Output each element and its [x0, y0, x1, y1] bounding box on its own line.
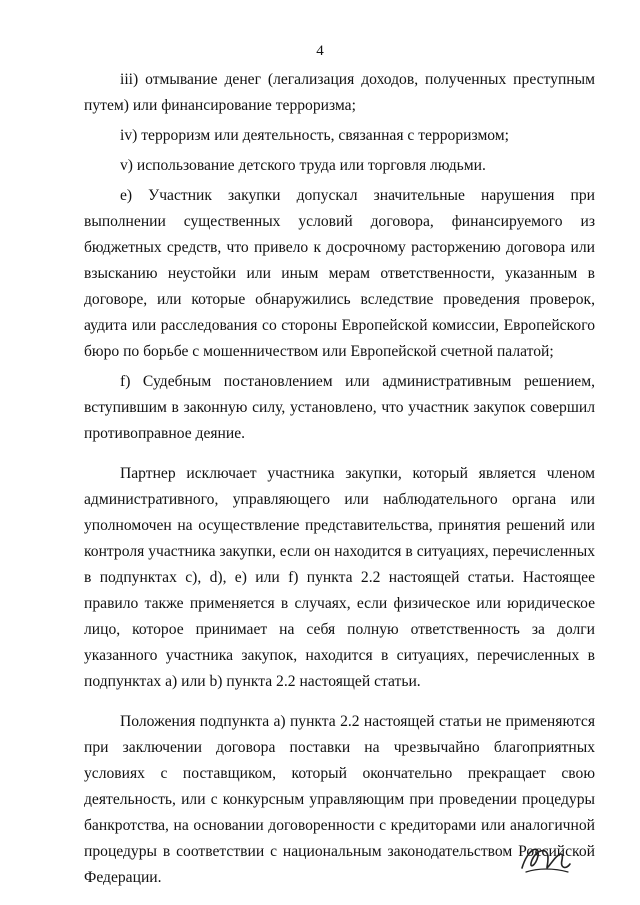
item-v: v) использование детского труда или торговля людьми. — [120, 157, 486, 174]
item-iii: iii) отмывание денег (легализация доходов, полученных преступным путем) или финансирование терроризма; — [84, 71, 595, 114]
page-number: 4 — [316, 43, 324, 59]
item-e: e) Участник закупки допускал значительные нарушения при выполнении существенных условий договора, финансируемого из бюджетных средств, что привело к досрочному расторжению договора или взысканию неустойки или иным мерам ответственности, указанным в договоре, или которые обнаружились вследствие проведения проверок, аудита или расследования со стороны Европейской комиссии, Европейского бюро по борьбе с мошенничеством или Европейской счетной палатой; — [84, 187, 595, 360]
paragraph-provisions: Положения подпункта a) пункта 2.2 настоящей статьи не применяются при заключении договора поставки на чрезвычайно благоприятных условиях с поставщиком, который окончательно прекращает свою деятельность, или с конкурсным управляющим при проведении процедуры банкротства, на основании договоренности с кредиторами или аналогичной процедуры в соответствии с национальным законодательством Российской Федерации. — [84, 713, 595, 886]
handwritten-signature — [518, 838, 573, 878]
item-iv: iv) терроризм или деятельность, связанная с терроризмом; — [120, 127, 510, 144]
item-f: f) Судебным постановлением или административным решением, вступившим в законную силу, установлено, что участник закупок совершил противоправное деяние. — [84, 373, 595, 442]
paragraph-partner-excludes: Партнер исключает участника закупки, который является членом административного, управляющего или наблюдательного органа или уполномочен на осуществление представительства, принятия решений или контроля участника закупки, если он находится в ситуациях, перечисленных в подпунктах c), d), e) или f) пункта 2.2 настоящей статьи. Настоящее правило также применяется в случаях, если физическое или юридическое лицо, которое принимает на себя полную ответственность за долги указанного участника закупок, находится в ситуациях, перечисленных в подпунктах a) или b) пункта 2.2 настоящей статьи. — [84, 465, 595, 690]
document-body — [84, 67, 595, 891]
